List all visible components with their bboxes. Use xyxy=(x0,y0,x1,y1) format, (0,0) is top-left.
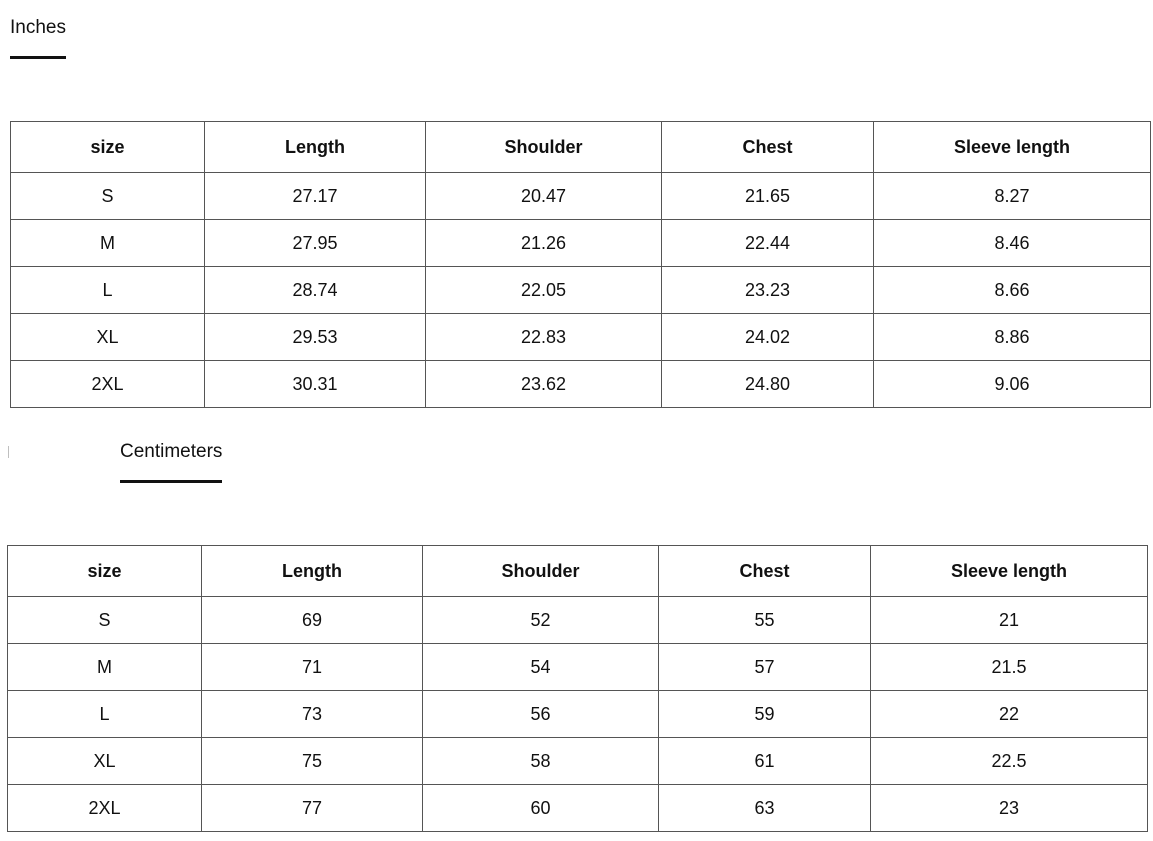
centimeters-size-table xyxy=(7,545,1148,832)
cell-length: 77 xyxy=(202,785,423,832)
cell-shoulder: 52 xyxy=(423,597,659,644)
cell-chest: 55 xyxy=(659,597,871,644)
table-row xyxy=(11,173,1151,220)
table-row xyxy=(11,314,1151,361)
cell-shoulder: 23.62 xyxy=(426,361,662,408)
cell-sleeve-length: 22.5 xyxy=(871,738,1148,785)
header-sleeve-length: Sleeve length xyxy=(871,546,1148,597)
table-row xyxy=(8,644,1148,691)
table-row xyxy=(8,738,1148,785)
cell-sleeve-length: 9.06 xyxy=(874,361,1151,408)
cell-chest: 57 xyxy=(659,644,871,691)
cell-size: 2XL xyxy=(11,361,205,408)
header-length: Length xyxy=(202,546,423,597)
cell-sleeve-length: 8.27 xyxy=(874,173,1151,220)
section-divider-tick xyxy=(8,446,9,458)
cell-size: M xyxy=(8,644,202,691)
cell-chest: 59 xyxy=(659,691,871,738)
cell-sleeve-length: 21 xyxy=(871,597,1148,644)
header-size: size xyxy=(11,122,205,173)
table-row xyxy=(8,785,1148,832)
cell-size: XL xyxy=(11,314,205,361)
cell-shoulder: 21.26 xyxy=(426,220,662,267)
cell-sleeve-length: 21.5 xyxy=(871,644,1148,691)
cell-size: L xyxy=(11,267,205,314)
table-header-row xyxy=(8,546,1148,597)
table-row xyxy=(8,691,1148,738)
cell-shoulder: 56 xyxy=(423,691,659,738)
cell-size: L xyxy=(8,691,202,738)
cell-shoulder: 60 xyxy=(423,785,659,832)
cell-sleeve-length: 8.46 xyxy=(874,220,1151,267)
table-header-row xyxy=(11,122,1151,173)
cell-length: 27.17 xyxy=(205,173,426,220)
cell-size: S xyxy=(11,173,205,220)
table-row xyxy=(11,220,1151,267)
cell-chest: 22.44 xyxy=(662,220,874,267)
cell-sleeve-length: 22 xyxy=(871,691,1148,738)
cell-sleeve-length: 23 xyxy=(871,785,1148,832)
cell-size: 2XL xyxy=(8,785,202,832)
table-row xyxy=(8,597,1148,644)
header-shoulder: Shoulder xyxy=(426,122,662,173)
cell-chest: 24.02 xyxy=(662,314,874,361)
tab-centimeters-label: Centimeters xyxy=(120,441,223,462)
cell-length: 30.31 xyxy=(205,361,426,408)
cell-sleeve-length: 8.66 xyxy=(874,267,1151,314)
header-chest: Chest xyxy=(659,546,871,597)
cell-sleeve-length: 8.86 xyxy=(874,314,1151,361)
header-sleeve-length: Sleeve length xyxy=(874,122,1151,173)
tab-inches-label: Inches xyxy=(10,17,66,38)
cell-length: 28.74 xyxy=(205,267,426,314)
cell-chest: 63 xyxy=(659,785,871,832)
tab-centimeters[interactable] xyxy=(120,441,222,463)
cell-length: 71 xyxy=(202,644,423,691)
cell-length: 27.95 xyxy=(205,220,426,267)
cell-length: 73 xyxy=(202,691,423,738)
cell-length: 75 xyxy=(202,738,423,785)
cell-chest: 61 xyxy=(659,738,871,785)
cell-shoulder: 58 xyxy=(423,738,659,785)
cell-length: 29.53 xyxy=(205,314,426,361)
cell-chest: 21.65 xyxy=(662,173,874,220)
cell-size: XL xyxy=(8,738,202,785)
cell-size: M xyxy=(11,220,205,267)
table-row xyxy=(11,361,1151,408)
cell-shoulder: 22.83 xyxy=(426,314,662,361)
cell-shoulder: 54 xyxy=(423,644,659,691)
tab-inches-underline xyxy=(10,56,66,59)
header-length: Length xyxy=(205,122,426,173)
cell-shoulder: 22.05 xyxy=(426,267,662,314)
header-chest: Chest xyxy=(662,122,874,173)
tab-centimeters-underline xyxy=(120,480,222,483)
tab-inches[interactable] xyxy=(10,17,66,39)
cell-shoulder: 20.47 xyxy=(426,173,662,220)
cell-chest: 23.23 xyxy=(662,267,874,314)
header-size: size xyxy=(8,546,202,597)
table-row xyxy=(11,267,1151,314)
cell-chest: 24.80 xyxy=(662,361,874,408)
cell-size: S xyxy=(8,597,202,644)
header-shoulder: Shoulder xyxy=(423,546,659,597)
inches-size-table xyxy=(10,121,1151,408)
cell-length: 69 xyxy=(202,597,423,644)
